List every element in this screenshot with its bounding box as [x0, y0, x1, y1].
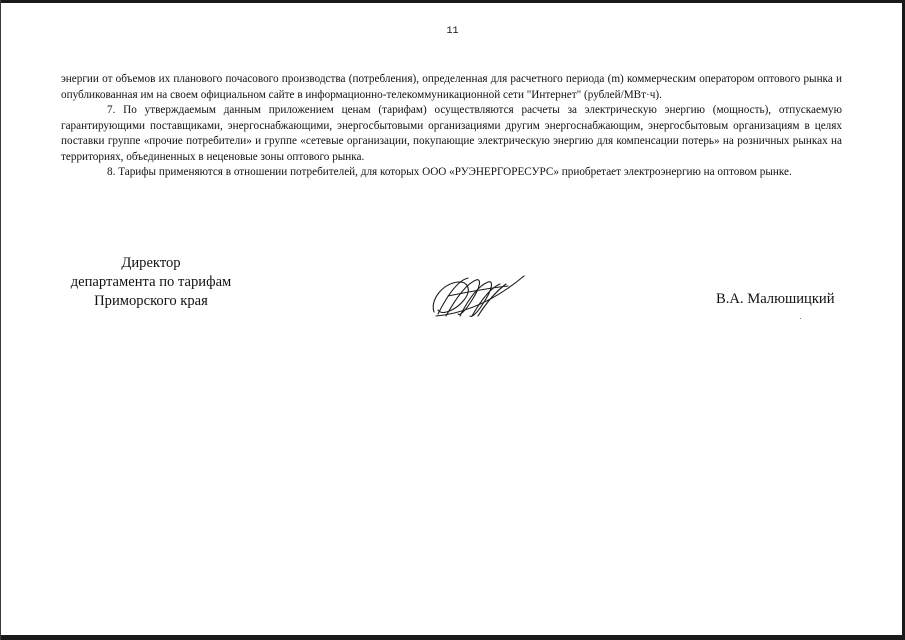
document-body: [61, 72, 842, 181]
paragraph-continuation: энергии от объемов их планового почасового производства (потребления), определенная для расчетного периода (m) коммерческим оператором оптового рынка и опубликованная им на своем официальном сайте в информационно-телекоммуникационной сети "Интернет" (рублей/МВт·ч).: [61, 73, 842, 101]
paragraph-8: 8. Тарифы применяются в отношении потребителей, для которых ООО «РУЭНЕРГОРЕСУРС» приобретает электроэнергию на оптовом рынке.: [107, 166, 792, 178]
scan-border-top: [0, 0, 905, 3]
signatory-title: [60, 254, 242, 311]
page-number: 11: [446, 26, 459, 37]
signatory-title-line: Директор: [121, 255, 181, 271]
paragraph-7: 7. По утверждаемым данным приложением ценам (тарифам) осуществляются расчеты за электрическую энергию (мощность), отпускаемую гарантирующими поставщиками, энергоснабжающими, энергосбытовыми организациями другим энергоснабжающим, энергосбытовым организациям в целях поставки группе «прочие потребители» и группе «сетевые организации, покупающие электрическую энергию для компенсации потерь» на розничных рынках на территориях, объединенных в неценовые зоны оптового рынка.: [61, 104, 842, 163]
scan-border-left: [0, 0, 1, 640]
scan-speck: [800, 318, 801, 319]
signatory-title-line: департамента по тарифам: [70, 274, 232, 290]
signatory-title-line: Приморского края: [94, 293, 208, 309]
scan-border-bottom: [0, 635, 905, 640]
signatory-name: В.А. Малюшицкий: [716, 291, 835, 307]
handwritten-signature-icon: [428, 270, 528, 326]
